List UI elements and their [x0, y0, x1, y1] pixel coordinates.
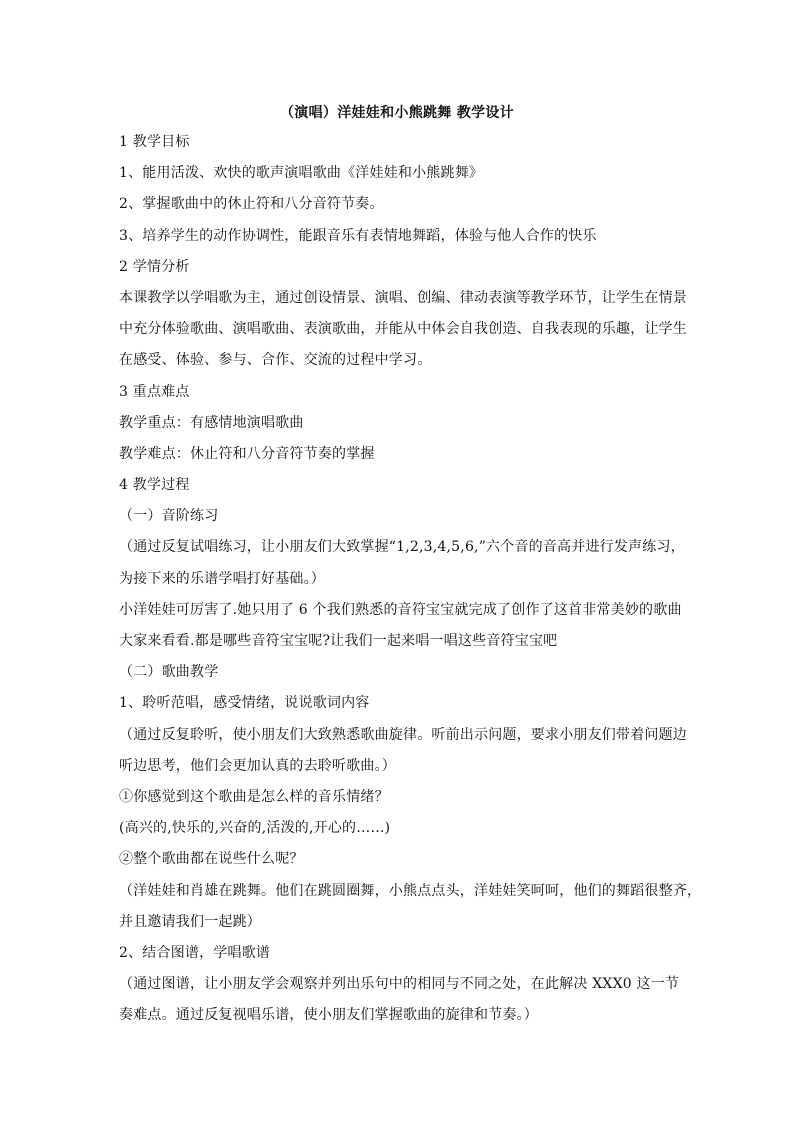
paragraph-line: 听边思考，他们会更加认真的去聆听歌曲。）	[119, 757, 396, 774]
goal-item-2: 2、掌握歌曲中的休止符和八分音符节奏。	[119, 196, 384, 213]
section-heading-analysis: 2 学情分析	[119, 258, 190, 275]
section-heading-key-points: 3 重点难点	[119, 383, 190, 400]
paragraph-line: 在感受、体验、参与、合作、交流的过程中学习。	[119, 352, 432, 369]
paragraph-line: 小洋娃娃可厉害了.她只用了 6 个我们熟悉的音符宝宝就完成了创作了这首非常美妙的歌曲	[119, 601, 682, 618]
question-line: ①你感觉到这个歌曲是怎么样的音乐情绪？	[119, 788, 389, 805]
paragraph-line: 大家来看看.都是哪些音符宝宝呢?让我们一起来唱一唱这些音符宝宝吧	[119, 633, 558, 649]
step-heading-score: 2、结合图谱，学唱歌谱	[119, 944, 271, 961]
goal-item-1: 1、能用活泼、欢快的歌声演唱歌曲《洋娃娃和小熊跳舞》	[119, 165, 484, 182]
paragraph-line: （通过图谱，让小朋友学会观察并列出乐句中的相同与不同之处，在此解决 XXX0 这一节	[119, 976, 680, 993]
paragraph-line: 本课教学以学唱歌为主，通过创设情景、演唱、创编、律动表演等教学环节，让学生在情景	[119, 289, 687, 306]
paragraph-line: 奏难点。通过反复视唱乐谱，使小朋友们掌握歌曲的旋律和节奏。）	[119, 1007, 538, 1024]
paragraph-line: （通过反复聆听，使小朋友们大致熟悉歌曲旋律。听前出示问题，要求小朋友们带着问题边	[119, 726, 687, 743]
answer-line: (高兴的,快乐的,兴奋的,活泼的,开心的……)	[119, 820, 391, 837]
document-body	[119, 131, 702, 1026]
paragraph-line: （通过反复试唱练习，让小朋友们大致掌握“1,2,3,4,5,6,”六个音的音高并进行发声练习，	[119, 539, 685, 556]
difficulty-line: 教学难点：休止符和八分音符节奏的掌握	[119, 445, 375, 462]
step-heading-listen: 1、聆听范唱，感受情绪，说说歌词内容	[119, 695, 370, 712]
paragraph-line: 为接下来的乐谱学唱打好基础。）	[119, 570, 325, 587]
answer-line: 并且邀请我们一起跳）	[119, 913, 261, 930]
subsection-heading-scale: （一）音阶练习	[119, 508, 219, 525]
answer-line: （洋娃娃和肖雄在跳舞。他们在跳圆圈舞，小熊点点头，洋娃娃笑呵呵，他们的舞蹈很整齐，	[119, 882, 702, 899]
section-heading-goals: 1 教学目标	[119, 134, 190, 150]
section-heading-process: 4 教学过程	[119, 477, 190, 494]
question-line: ②整个歌曲都在说些什么呢？	[119, 851, 304, 868]
document-title: （演唱）洋娃娃和小熊跳舞 教学设计	[280, 105, 514, 121]
key-point-line: 教学重点：有感情地演唱歌曲	[119, 414, 304, 431]
subsection-heading-song: （二）歌曲教学	[119, 664, 219, 681]
goal-item-3: 3、培养学生的动作协调性，能跟音乐有表情地舞蹈，体验与他人合作的快乐	[119, 227, 597, 244]
paragraph-line: 中充分体验歌曲、演唱歌曲、表演歌曲，并能从中体会自我创造、自我表现的乐趣，让学生	[119, 321, 687, 338]
